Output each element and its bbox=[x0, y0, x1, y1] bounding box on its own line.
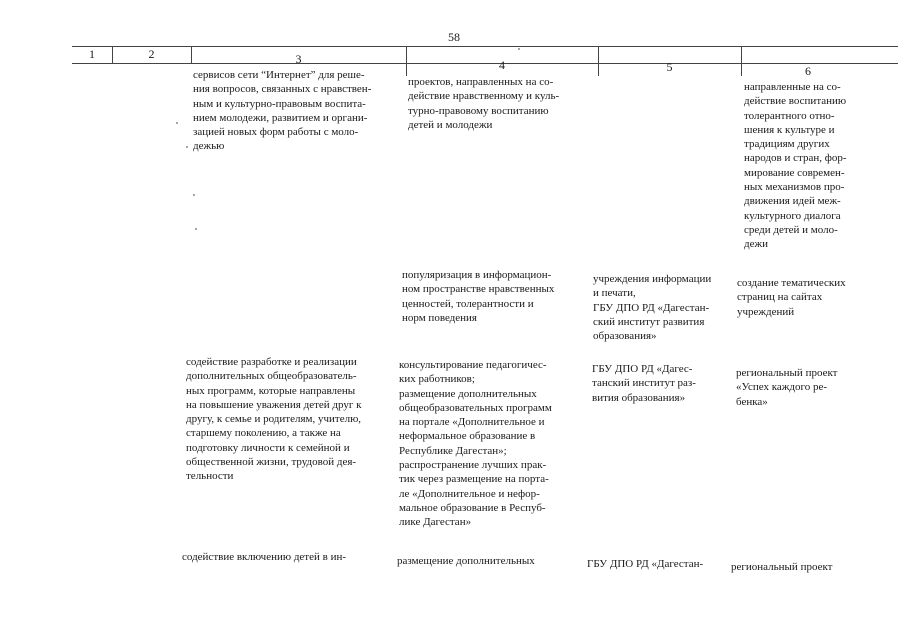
scan-speck bbox=[176, 122, 178, 124]
table-cell-activity: содействие включению детей в ин- bbox=[182, 551, 347, 563]
header-top-rule bbox=[72, 46, 898, 47]
header-col-5: 5 bbox=[666, 60, 673, 74]
table-cell-events: размещение дополнительных bbox=[397, 555, 535, 567]
table-cell-result: региональный проект «Успех каждого ре- бенка» bbox=[736, 367, 838, 408]
page-number: 58 bbox=[448, 30, 460, 44]
table-cell-activity: сервисов сети “Интернет” для реше- ния вопросов, связанных с нравствен- ным и культурно-правовым воспита- нием молодежи, развитием и органи- зацией новых форм работы с моло- дежью bbox=[193, 69, 372, 153]
table-cell-activity: содействие разработке и реализации дополнительных общеобразователь- ных программ, которые направлены на повышение уважения детей друг к другу, к семье и родителям, учителю, старшему поколению, а также на подготовку личности к семейной и общественной жизни, трудовой дея- тельности bbox=[186, 356, 362, 483]
scan-speck bbox=[193, 194, 195, 196]
header-col-3: 3 bbox=[295, 52, 302, 66]
header-col-4: 4 bbox=[499, 58, 505, 72]
scan-speck bbox=[518, 48, 520, 50]
header-col-1: 1 bbox=[89, 47, 95, 61]
scan-speck bbox=[186, 146, 188, 148]
scan-speck bbox=[195, 228, 197, 230]
table-cell-responsible: ГБУ ДПО РД «Дагестан- bbox=[587, 558, 704, 570]
table-cell-events: консультирование педагогичес- ких работников; размещение дополнительных общеобразовательных программ на портале «Дополнительное и неформальное образование в Республике Дагестан»; распространение лучших прак- тик через размещение на порта- ле «Дополнительное и нефор- мальное образование в Респуб- лике Дагестан» bbox=[399, 359, 552, 529]
table-cell-responsible: ГБУ ДПО РД «Дагес- танский институт раз- вития образования» bbox=[592, 363, 696, 404]
header-col-2: 2 bbox=[148, 47, 155, 61]
table-cell-result: региональный проект bbox=[731, 561, 833, 573]
table-cell-events: проектов, направленных на со- действие нравственному и куль- турно-правовому воспитанию детей и молодежи bbox=[408, 76, 560, 131]
table-cell-events: популяризация в информацион- ном пространстве нравственных ценностей, толерантности и норм поведения bbox=[402, 269, 555, 324]
table-cell-responsible: учреждения информации и печати, ГБУ ДПО РД «Дагестан- ский институт развития образования» bbox=[593, 273, 712, 343]
header-col-6: 6 bbox=[805, 64, 811, 78]
table-cell-result: направленные на со- действие воспитанию толерантного отно- шения к культуре и традициям других народов и стран, фор- мирование современ- ных механизмов про- движения идей меж- культурного диалога среди детей и моло- дежи bbox=[744, 81, 847, 251]
table-cell-result: создание тематических страниц на сайтах учреждений bbox=[737, 277, 846, 318]
